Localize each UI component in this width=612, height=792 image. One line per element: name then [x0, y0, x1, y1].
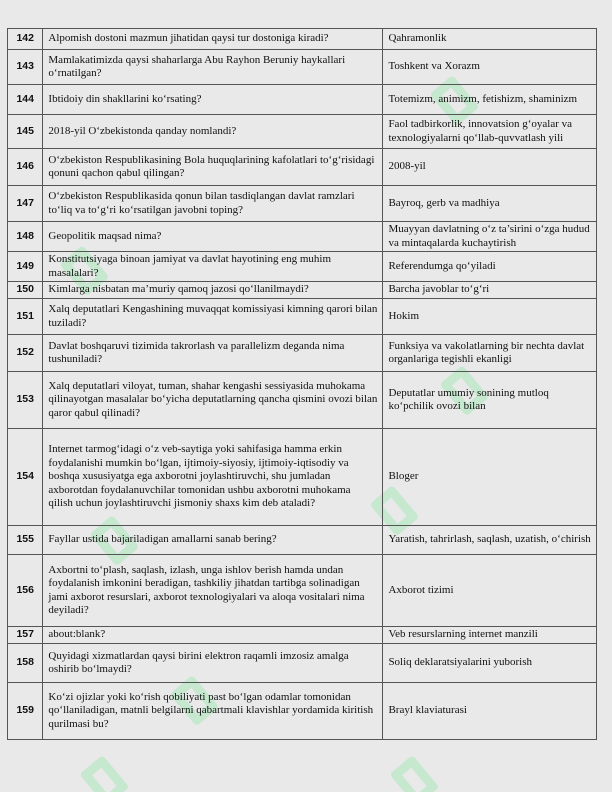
question-cell: Internet tarmog‘idagi o‘z veb-saytiga yoki sahifasiga hamma erkin foydalanishi mumkin bo‘lgan, ijtimoiy-siyosiy, ijtimoiy-iqtisodiy va boshqa xususiyatga ega axborotni joylashtiruvchi, shu jumladan axborotdan foydalanuvchilar tomonidan ushbu axborotni muhokama qilish uchun joylashtiruvchi jismoniy shaxs kim deb ataladi?: [43, 429, 383, 526]
answer-cell: Axborot tizimi: [383, 555, 597, 627]
table-row: [8, 186, 597, 222]
table-row: [8, 282, 597, 299]
question-cell: O‘zbekiston Respublikasining Bola huquqlarining kafolatlari to‘g‘risidagi qonuni qachon qabul qilingan?: [43, 149, 383, 186]
row-number: 151: [8, 299, 43, 335]
row-number: 146: [8, 149, 43, 186]
question-cell: Mamlakatimizda qaysi shaharlarga Abu Rayhon Beruniy haykallari o‘rnatilgan?: [43, 50, 383, 85]
answer-cell: Faol tadbirkorlik, innovatsion g‘oyalar va texnologiyalarni qo‘llab-quvvatlash yili: [383, 115, 597, 149]
table-row: [8, 627, 597, 644]
answer-cell: 2008-yil: [383, 149, 597, 186]
answer-cell: Barcha javoblar to‘g‘ri: [383, 282, 597, 299]
row-number: 142: [8, 29, 43, 50]
row-number: 153: [8, 372, 43, 429]
question-cell: about:blank?: [43, 627, 383, 644]
question-cell: Alpomish dostoni mazmun jihatidan qaysi tur dostoniga kiradi?: [43, 29, 383, 50]
table-row: [8, 429, 597, 526]
table-row: [8, 644, 597, 683]
answer-cell: Veb resurslarning internet manzili: [383, 627, 597, 644]
answer-cell: Brayl klaviaturasi: [383, 683, 597, 740]
answer-cell: Yaratish, tahrirlash, saqlash, uzatish, o‘chirish: [383, 526, 597, 555]
question-cell: Kimlarga nisbatan ma’muriy qamoq jazosi qo‘llanilmaydi?: [43, 282, 383, 299]
row-number: 145: [8, 115, 43, 149]
row-number: 152: [8, 335, 43, 372]
table-row: [8, 372, 597, 429]
row-number: 147: [8, 186, 43, 222]
answer-cell: Muayyan davlatning o‘z ta’sirini o‘zga hudud va mintaqalarda kuchaytirish: [383, 222, 597, 252]
row-number: 154: [8, 429, 43, 526]
row-number: 158: [8, 644, 43, 683]
answer-cell: Hokim: [383, 299, 597, 335]
table-row: [8, 555, 597, 627]
row-number: 155: [8, 526, 43, 555]
table-row: [8, 85, 597, 115]
table-row: [8, 252, 597, 282]
answer-cell: Bloger: [383, 429, 597, 526]
answer-cell: Soliq deklaratsiyalarini yuborish: [383, 644, 597, 683]
row-number: 157: [8, 627, 43, 644]
row-number: 150: [8, 282, 43, 299]
table-row: [8, 222, 597, 252]
answer-cell: Bayroq, gerb va madhiya: [383, 186, 597, 222]
table-row: [8, 526, 597, 555]
row-number: 143: [8, 50, 43, 85]
row-number: 149: [8, 252, 43, 282]
question-cell: Ibtidoiy din shakllarini ko‘rsating?: [43, 85, 383, 115]
answer-cell: Qahramonlik: [383, 29, 597, 50]
question-cell: Konstitutsiyaga binoan jamiyat va davlat hayotining eng muhim masalalari?: [43, 252, 383, 282]
row-number: 159: [8, 683, 43, 740]
answer-cell: Deputatlar umumiy sonining mutloq ko‘pchilik ovozi bilan: [383, 372, 597, 429]
table-row: [8, 29, 597, 50]
answer-cell: Referendumga qo‘yiladi: [383, 252, 597, 282]
question-cell: Axbortni to‘plash, saqlash, izlash, unga ishlov berish hamda undan foydalanish imkonini beradigan, tashkiliy jihatdan tartibga solinadigan jami axborot resurslari, axborot texnologiyalari va aloqa vositalari nima deyiladi?: [43, 555, 383, 627]
question-cell: O‘zbekiston Respublikasida qonun bilan tasdiqlangan davlat ramzlari to‘liq va to‘g‘ri ko‘rsatilgan javobni toping?: [43, 186, 383, 222]
question-answer-table: [7, 28, 597, 740]
table-row: [8, 50, 597, 85]
answer-cell: Totemizm, animizm, fetishizm, shaminizm: [383, 85, 597, 115]
table-row: [8, 299, 597, 335]
question-cell: Davlat boshqaruvi tizimida takrorlash va parallelizm deganda nima tushuniladi?: [43, 335, 383, 372]
question-cell: Xalq deputatlari viloyat, tuman, shahar kengashi sessiyasida muhokama qilinayotgan masalalar bo‘yicha deputatlarning qancha qismini ovozi bilan qaror qabul qilinadi?: [43, 372, 383, 429]
table-row: [8, 149, 597, 186]
question-cell: Geopolitik maqsad nima?: [43, 222, 383, 252]
row-number: 148: [8, 222, 43, 252]
question-cell: Quyidagi xizmatlardan qaysi birini elektron raqamli imzosiz amalga oshirib bo‘lmaydi?: [43, 644, 383, 683]
table-row: [8, 683, 597, 740]
question-cell: Fayllar ustida bajariladigan amallarni sanab bering?: [43, 526, 383, 555]
table-row: [8, 335, 597, 372]
answer-cell: Funksiya va vakolatlarning bir nechta davlat organlariga tegishli ekanligi: [383, 335, 597, 372]
table-row: [8, 115, 597, 149]
question-cell: Ko‘zi ojizlar yoki ko‘rish qobiliyati past bo‘lgan odamlar tomonidan qo‘llaniladigan, matnli belgilarni qabartmali klavishlar yordamida kiritish qurilmasi bu?: [43, 683, 383, 740]
row-number: 144: [8, 85, 43, 115]
answer-cell: Toshkent va Xorazm: [383, 50, 597, 85]
question-cell: Xalq deputatlari Kengashining muvaqqat komissiyasi kimning qarori bilan tuziladi?: [43, 299, 383, 335]
question-cell: 2018-yil O‘zbekistonda qanday nomlandi?: [43, 115, 383, 149]
row-number: 156: [8, 555, 43, 627]
